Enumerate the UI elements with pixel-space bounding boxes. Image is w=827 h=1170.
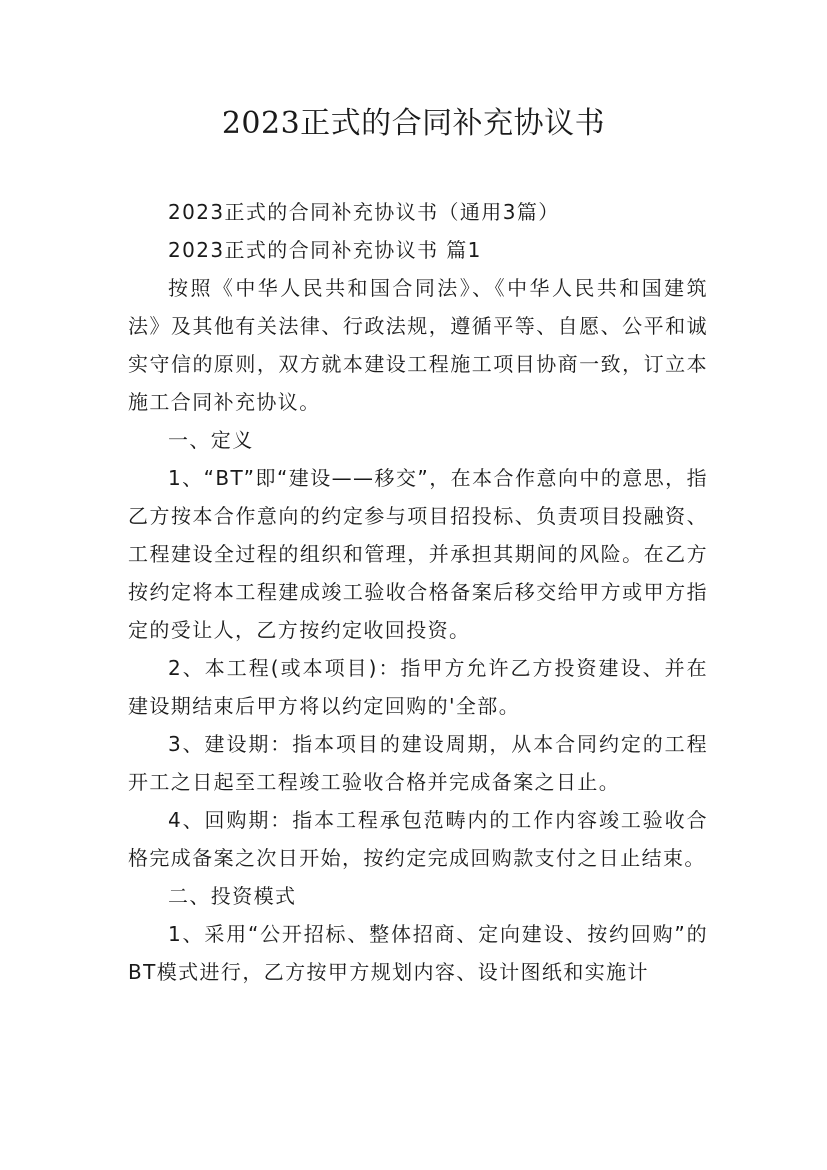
paragraph-definition-project: 2、本工程(或本项目)：指甲方允许乙方投资建设、并在建设期结束后甲方将以约定回购的'全部。 — [128, 656, 708, 718]
document-title: 2023正式的合同补充协议书 — [221, 106, 606, 141]
paragraph-subtitle: 2023正式的合同补充协议书（通用3篇） — [168, 200, 560, 224]
paragraph-definition-bt: 1、“BT”即“建设——移交”，在本合作意向中的意思，指乙方按本合作意向的约定参与项目招投标、负责项目投融资、工程建设全过程的组织和管理，并承担其期间的风险。在乙方按约定将本工程建成竣工验收合格备案后移交给甲方或甲方指定的受让人，乙方按约定收回投资。 — [128, 466, 708, 642]
paragraph-section-heading: 2023正式的合同补充协议书 篇1 — [168, 238, 482, 262]
paragraph-investment-mode-1: 1、采用“公开招标、整体招商、定向建设、按约回购”的BT模式进行，乙方按甲方规划内容、设计图纸和实施计 — [128, 922, 708, 984]
paragraph-preamble: 按照《中华人民共和国合同法》、《中华人民共和国建筑法》及其他有关法律、行政法规，遵循平等、自愿、公平和诚实守信的原则，双方就本建设工程施工项目协商一致，订立本施工合同补充协议。 — [128, 276, 708, 414]
paragraph-heading-definitions: 一、定义 — [168, 428, 254, 452]
paragraph-heading-investment-mode: 二、投资模式 — [168, 884, 297, 908]
document-body — [128, 193, 708, 991]
paragraph-definition-buyback-period: 4、回购期：指本工程承包范畴内的工作内容竣工验收合格完成备案之次日开始，按约定完成回购款支付之日止结束。 — [128, 808, 708, 870]
paragraph-definition-construction-period: 3、建设期：指本项目的建设周期，从本合同约定的工程开工之日起至工程竣工验收合格并完成备案之日止。 — [128, 732, 708, 794]
